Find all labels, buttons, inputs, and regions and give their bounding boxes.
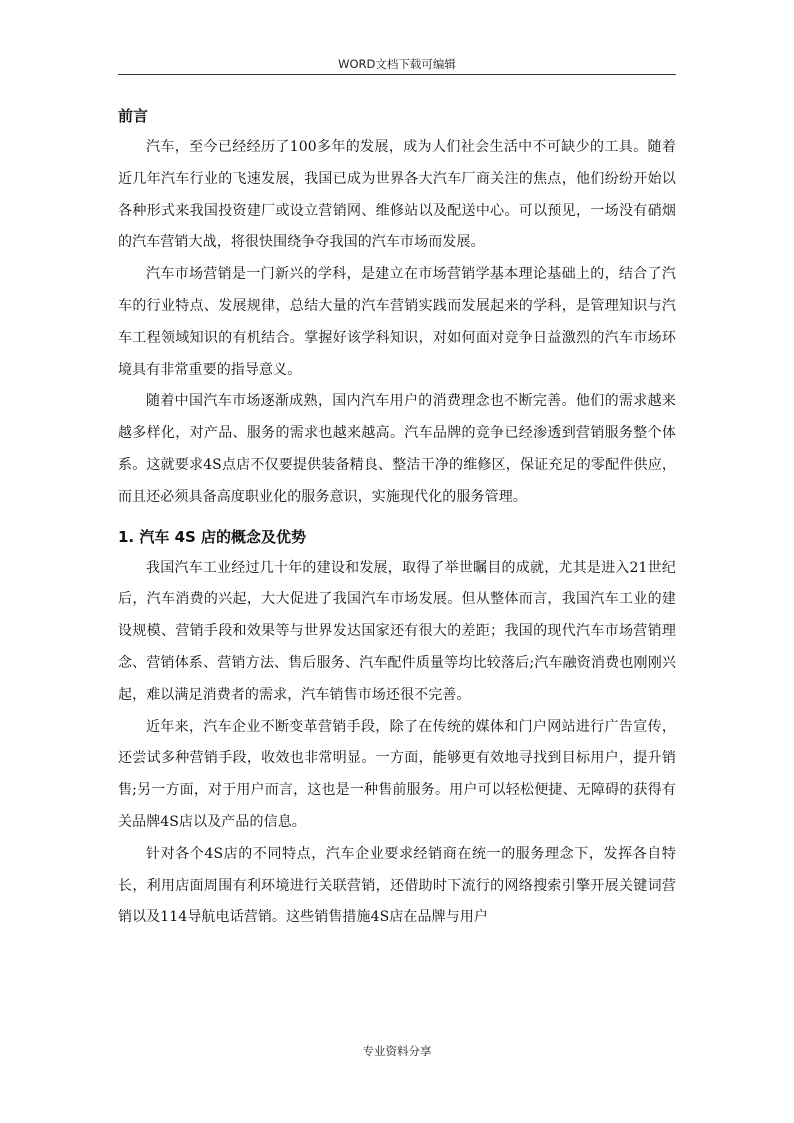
preface-heading: 前言: [118, 107, 149, 125]
paragraph: 针对各个4S店的不同特点，汽车企业要求经销商在统一的服务理念下，发挥各自特长，利用店面周围有利环境进行关联营销，还借助时下流行的网络搜索引擎开展关键词营销以及114导航电话营销。这些销售措施4S店在品牌与用户: [118, 845, 676, 926]
paragraph: 近年来，汽车企业不断变革营销手段，除了在传统的媒体和门户网站进行广告宣传，还尝试多种营销手段，收效也非常明显。一方面，能够更有效地寻找到目标用户，提升销售;另一方面，对于用户而言，这也是一种售前服务。用户可以轻松便捷、无障碍的获得有关品牌4S店以及产品的信息。: [118, 718, 676, 830]
paragraph: 我国汽车工业经过几十年的建设和发展，取得了举世瞩目的成就，尤其是进入21世纪后，汽车消费的兴起，大大促进了我国汽车市场发展。但从整体而言，我国汽车工业的建设规模、营销手段和效果等与世界发达国家还有很大的差距；我国的现代汽车市场营销理念、营销体系、营销方法、售后服务、汽车配件质量等均比较落后;汽车融资消费也刚刚兴起，难以满足消费者的需求，汽车销售市场还很不完善。: [118, 559, 676, 703]
document-body: [118, 101, 676, 934]
section-heading: 1. 汽车 4S 店的概念及优势: [118, 527, 307, 546]
page-header: WORD文档下载可编辑: [338, 57, 456, 71]
paragraph: 汽车，至今已经经历了100多年的发展，成为人们社会生活中不可缺少的工具。随着近几年汽车行业的飞速发展，我国已成为世界各大汽车厂商关注的焦点，他们纷纷开始以各种形式来我国投资建厂或设立营销网、维修站以及配送中心。可以预见，一场没有硝烟的汽车营销大战，将很快围绕争夺我国的汽车市场而发展。: [118, 139, 676, 251]
paragraph: 汽车市场营销是一门新兴的学科，是建立在市场营销学基本理论基础上的，结合了汽车的行业特点、发展规律，总结大量的汽车营销实践而发展起来的学科，是管理知识与汽车工程领域知识的有机结合。掌握好该学科知识，对如何面对竞争日益激烈的汽车市场环境具有非常重要的指导意义。: [118, 266, 676, 378]
paragraph: 随着中国汽车市场逐渐成熟，国内汽车用户的消费理念也不断完善。他们的需求越来越多样化，对产品、服务的需求也越来越高。汽车品牌的竞争已经渗透到营销服务整个体系。这就要求4S点店不仅要提供装备精良、整洁干净的维修区，保证充足的零配件供应，而且还必须具备高度职业化的服务意识，实施现代化的服务管理。: [118, 393, 676, 505]
page-footer: 专业资料分享: [362, 1044, 432, 1058]
header-divider: [118, 74, 676, 75]
